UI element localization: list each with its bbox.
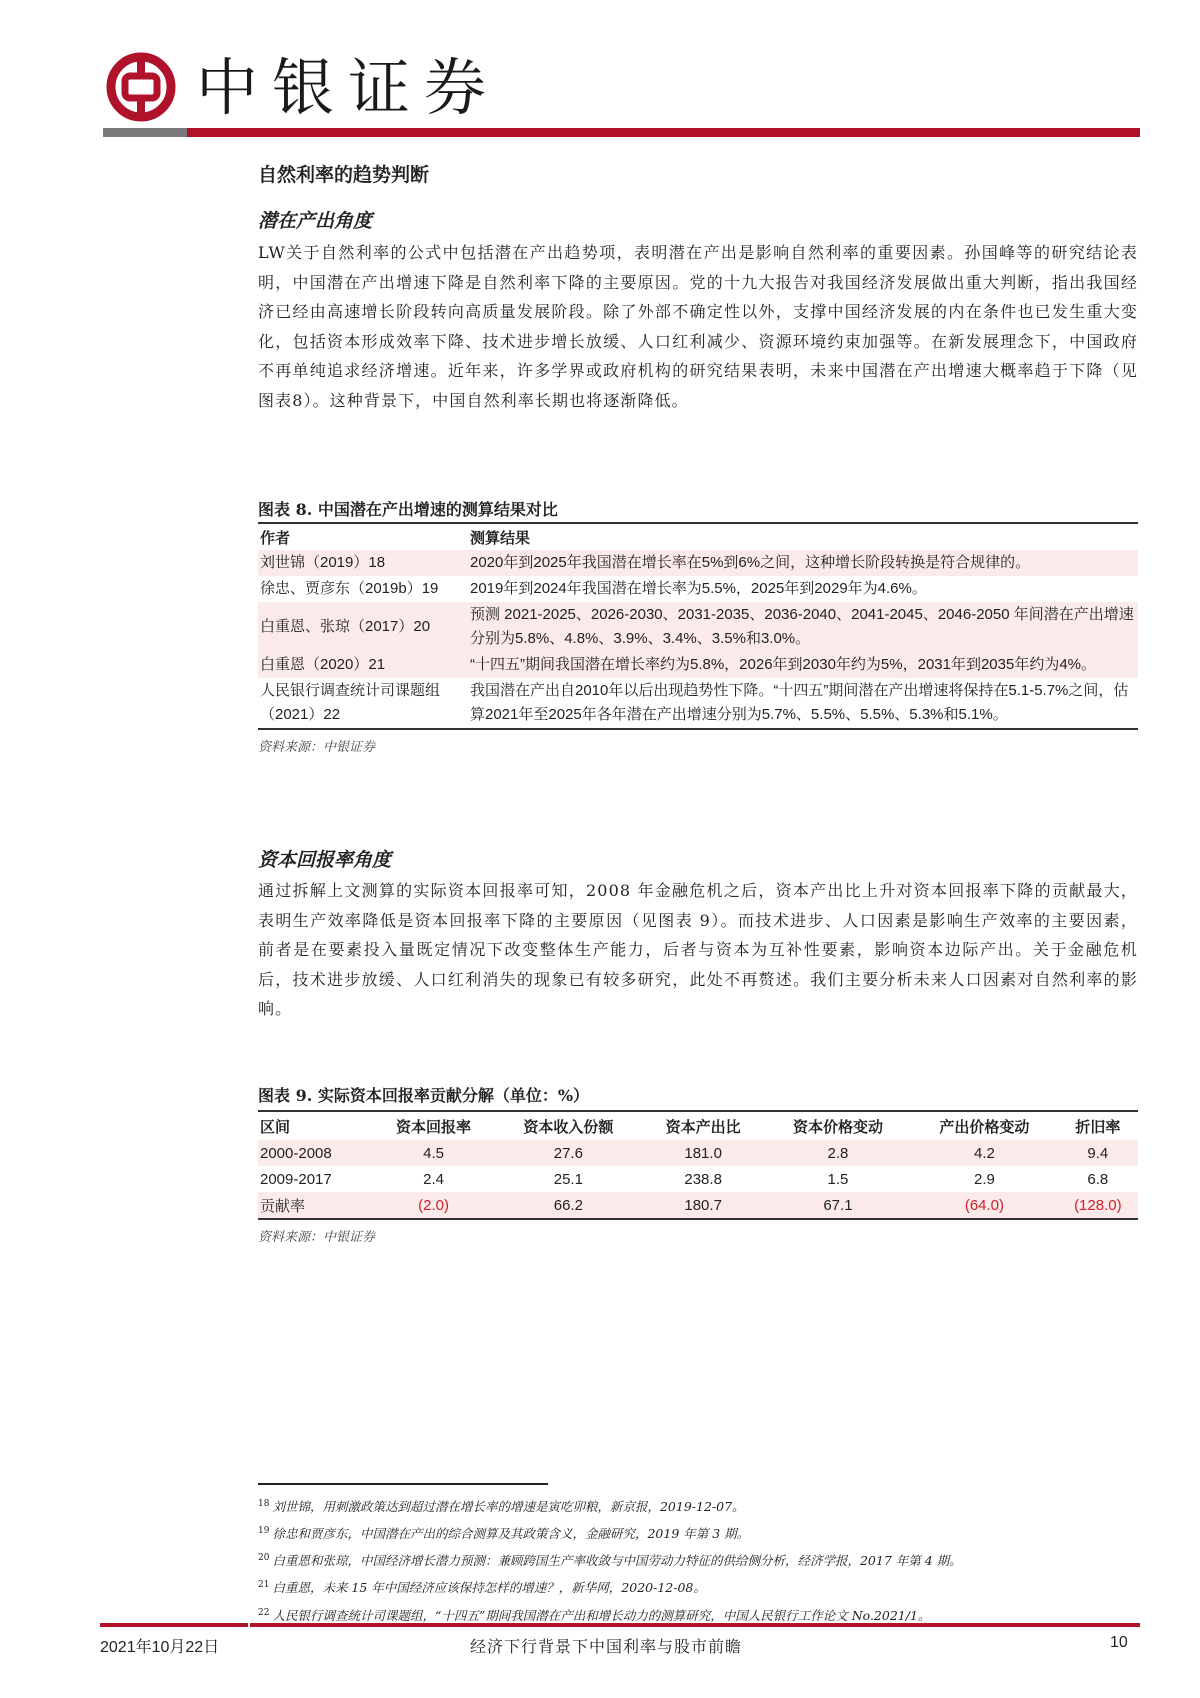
footnote-number: 22 bbox=[258, 1607, 270, 1618]
author-cell: 刘世锦（2019）18 bbox=[260, 554, 386, 571]
footnotes bbox=[258, 1492, 1148, 1628]
paragraph-capital-return: 通过拆解上文测算的实际资本回报率可知，2008 年金融危机之后，资本产出比上升对资本回报率下降的贡献最大，表明生产效率降低是资本回报率下降的主要原因（见图表 9）。而技术进步、人口因素是影响生产效率的主要因素，前者是在要素投入量既定情况下改变整体生产能力，后者与资本为互补性要素，影响资本边际产出。关于金融危机后，技术进步放缓、人口红利消失的现象已有较多研究，此处不再赘述。我们主要分析未来人口因素对自然利率的影响。 bbox=[258, 881, 1138, 1018]
author-cell: 白重恩（2020）21 bbox=[260, 656, 386, 673]
value-cell-negative: (2.0) bbox=[418, 1196, 449, 1214]
value-cell: 1.5 bbox=[827, 1170, 849, 1188]
header-divider-gray bbox=[103, 128, 187, 137]
value-cell-negative: (64.0) bbox=[964, 1196, 1005, 1214]
page-number: 10 bbox=[1110, 1634, 1128, 1651]
table-row bbox=[258, 678, 1138, 729]
table9-header: 产出价格变动 bbox=[939, 1118, 1030, 1136]
table-row bbox=[258, 550, 1138, 576]
footnote-divider bbox=[258, 1483, 548, 1485]
result-cell: 2020年到2025年我国潜在增长率在5%到6%之间，这种增长阶段转换是符合规律的。 bbox=[470, 554, 1031, 571]
author-cell: 徐忠、贾彦东（2019b）19 bbox=[260, 580, 439, 597]
paragraph-potential-output: LW关于自然利率的公式中包括潜在产出趋势项，表明潜在产出是影响自然利率的重要因素。孙国峰等的研究结论表明，中国潜在产出增速下降是自然利率下降的主要原因。党的十九大报告对我国经济发展做出重大判断，指出我国经济已经由高速增长阶段转向高质量发展阶段。除了外部不确定性以外，支撑中国经济发展的内在条件也已发生重大变化，包括资本形成效率下降、技术进步增长放缓、人口红利减少、资源环境约束加强等。在新发展理念下，中国政府不再单纯追求经济增速。近年来，许多学界或政府机构的研究结果表明，未来中国潜在产出增速大概率趋于下降（见图表8）。这种背景下，中国自然利率长期也将逐渐降低。 bbox=[258, 243, 1138, 410]
period-cell: 2000-2008 bbox=[260, 1144, 332, 1162]
period-cell: 2009-2017 bbox=[260, 1170, 332, 1188]
table8-caption: 图表 8. 中国潜在产出增速的测算结果对比 bbox=[258, 500, 558, 519]
footnote-number: 20 bbox=[258, 1553, 270, 1564]
table-row bbox=[258, 652, 1138, 678]
author-cell: 人民银行调查统计司课题组（2021）22 bbox=[260, 682, 441, 723]
table9-header: 区间 bbox=[260, 1118, 291, 1136]
footnote-text: 白重恩和张琼，中国经济增长潜力预测：兼顾跨国生产率收敛与中国劳动力特征的供给侧分析，经济学报，2017 年第 4 期。 bbox=[272, 1553, 962, 1569]
footnote-number: 21 bbox=[258, 1580, 270, 1591]
subsection-title-potential-output: 潜在产出角度 bbox=[258, 210, 373, 232]
table-row bbox=[258, 1140, 1138, 1166]
value-cell: 2.4 bbox=[423, 1170, 444, 1188]
value-cell: 4.5 bbox=[423, 1144, 444, 1162]
footnote-item bbox=[258, 1546, 1148, 1573]
footnote-text: 人民银行调查统计司课题组，“十四五”期间我国潜在产出和增长动力的测算研究，中国人民银行工作论文 No.2021/1。 bbox=[272, 1607, 931, 1623]
footnote-text: 白重恩，未来 15 年中国经济应该保持怎样的增速？，新华网，2020-12-08。 bbox=[272, 1580, 706, 1596]
value-cell: 2.9 bbox=[974, 1170, 995, 1188]
author-cell: 白重恩、张琼（2017）20 bbox=[260, 618, 431, 635]
value-cell: 180.7 bbox=[684, 1196, 722, 1214]
value-cell: 9.4 bbox=[1087, 1144, 1109, 1162]
table-row bbox=[258, 1192, 1138, 1219]
section-title: 自然利率的趋势判断 bbox=[258, 164, 430, 186]
period-cell: 贡献率 bbox=[260, 1196, 306, 1215]
footnote-text: 徐忠和贾彦东，中国潜在产出的综合测算及其政策含义，金融研究，2019 年第 3 期。 bbox=[272, 1526, 750, 1542]
table8-source: 资料来源：中银证券 bbox=[258, 740, 376, 755]
value-cell: 2.8 bbox=[827, 1144, 849, 1162]
value-cell: 67.1 bbox=[823, 1196, 853, 1214]
footer-divider bbox=[250, 1623, 1140, 1627]
table9-header: 折旧率 bbox=[1075, 1118, 1121, 1136]
value-cell: 238.8 bbox=[684, 1170, 722, 1188]
brand-name: 中银证券 bbox=[196, 51, 501, 124]
footnote-item bbox=[258, 1492, 1148, 1519]
footer-date: 2021年10月22日 bbox=[100, 1639, 220, 1656]
table8 bbox=[258, 522, 1138, 730]
value-cell: 66.2 bbox=[553, 1196, 583, 1214]
table8-header-author: 作者 bbox=[260, 529, 291, 547]
footnote-number: 19 bbox=[258, 1526, 270, 1537]
table9-header: 资本产出比 bbox=[665, 1118, 741, 1136]
result-cell: 2019年到2024年我国潜在增长率为5.5%，2025年到2029年为4.6%。 bbox=[470, 580, 927, 597]
bank-of-china-logo-icon bbox=[106, 52, 176, 122]
result-cell: “十四五”期间我国潜在增长率约为5.8%，2026年到2030年约为5%，2031年到2035年约为4%。 bbox=[470, 656, 1097, 673]
footer-report-title: 经济下行背景下中国利率与股市前瞻 bbox=[470, 1637, 743, 1656]
table-row bbox=[258, 1166, 1138, 1192]
value-cell: 25.1 bbox=[553, 1170, 583, 1188]
value-cell: 181.0 bbox=[684, 1144, 722, 1162]
table8-container bbox=[258, 522, 1138, 755]
table9-header: 资本价格变动 bbox=[792, 1118, 883, 1136]
value-cell: 27.6 bbox=[553, 1144, 583, 1162]
page-header bbox=[100, 40, 1140, 130]
table-row bbox=[258, 602, 1138, 652]
table9-header: 资本回报率 bbox=[396, 1118, 472, 1136]
footer-divider-left bbox=[100, 1623, 248, 1627]
table9-caption: 图表 9. 实际资本回报率贡献分解（单位：%） bbox=[258, 1086, 590, 1105]
subsection-title-capital-return: 资本回报率角度 bbox=[258, 849, 392, 871]
footnote-item bbox=[258, 1573, 1148, 1600]
table9 bbox=[258, 1110, 1138, 1220]
result-cell: 预测 2021-2025、2026-2030、2031-2035、2036-2040、2041-2045、2046-2050 年间潜在产出增速分别为5.8%、4.8%、3.9%、3.4%、3.5%和3.0%。 bbox=[470, 606, 1134, 647]
result-cell: 我国潜在产出自2010年以后出现趋势性下降。“十四五”期间潜在产出增速将保持在5.1-5.7%之间，估算2021年至2025年各年潜在产出增速分别为5.7%、5.5%、5.5%、5.3%和5.1%。 bbox=[470, 682, 1129, 723]
table8-header-result: 测算结果 bbox=[470, 529, 531, 547]
table9-container bbox=[258, 1110, 1138, 1245]
value-cell: 6.8 bbox=[1087, 1170, 1109, 1188]
footnote-item bbox=[258, 1519, 1148, 1546]
footnote-text: 刘世锦，用刺激政策达到超过潜在增长率的增速是寅吃卯粮，新京报，2019-12-07。 bbox=[272, 1499, 745, 1515]
value-cell-negative: (128.0) bbox=[1074, 1196, 1122, 1214]
value-cell: 4.2 bbox=[974, 1144, 995, 1162]
table9-source: 资料来源：中银证券 bbox=[258, 1230, 376, 1245]
table9-header: 资本收入份额 bbox=[523, 1118, 614, 1136]
table-row bbox=[258, 576, 1138, 602]
footnote-number: 18 bbox=[258, 1499, 270, 1509]
header-divider-red bbox=[187, 128, 1140, 137]
